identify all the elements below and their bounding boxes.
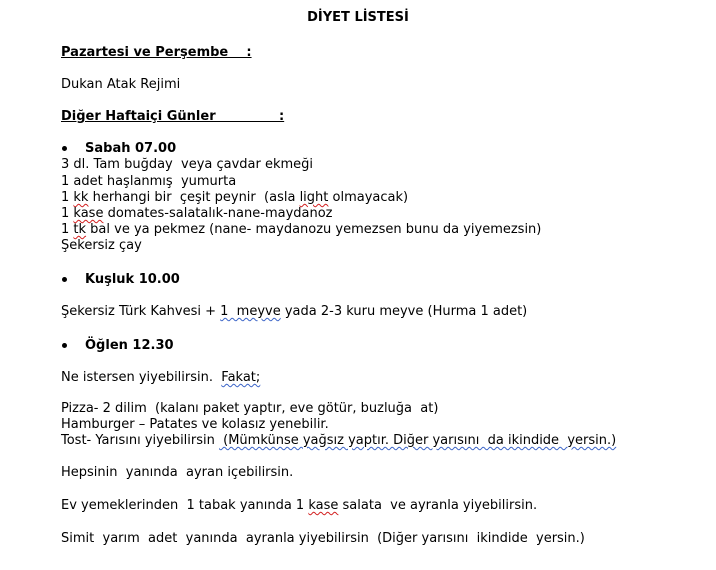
text-segment: Tost- Yarısını yiyebilirsin <box>61 433 220 448</box>
bullet-icon <box>62 146 67 151</box>
text-segment: Şekersiz Türk Kahvesi + <box>61 304 221 319</box>
text-segment: yada 2-3 kuru meyve (Hurma 1 adet) <box>280 304 528 319</box>
text-segment: olmayacak) <box>328 190 409 205</box>
page-title: DİYET LİSTESİ <box>307 10 409 25</box>
spellcheck-word: tk <box>73 222 87 237</box>
spellcheck-word: kase <box>73 206 104 221</box>
snack-heading: Kuşluk 10.00 <box>85 272 180 287</box>
spellcheck-word: light <box>299 190 329 205</box>
bullet-icon <box>62 343 67 348</box>
breakfast-tea: Şekersiz çay <box>61 238 142 253</box>
breakfast-salad <box>61 206 333 222</box>
lunch-intro <box>61 370 260 386</box>
lunch-home-food <box>61 498 537 514</box>
monday-thursday-diet: Dukan Atak Rejimi <box>61 77 181 92</box>
breakfast-heading: Sabah 07.00 <box>85 141 177 156</box>
text-segment: salata ve ayranla yiyebilirsin. <box>338 498 538 513</box>
grammar-marked-text: Fakat; <box>221 370 261 385</box>
lunch-ayran: Hepsinin yanında ayran içebilirsin. <box>61 465 294 480</box>
text-segment: bal ve ya pekmez (nane- maydanozu yemezsen bunu da yiyemezsin) <box>86 222 542 237</box>
spellcheck-word: kase <box>308 498 339 513</box>
lunch-hamburger: Hamburger – Patates ve kolasız yenebilir. <box>61 417 329 432</box>
grammar-marked-text: 1 meyve <box>220 304 281 319</box>
other-weekdays-heading: Diğer Haftaiçi Günler : <box>61 109 285 124</box>
breakfast-egg: 1 adet haşlanmış yumurta <box>61 174 237 189</box>
spellcheck-word: kk <box>73 190 89 205</box>
lunch-toast <box>61 433 616 449</box>
bullet-icon <box>62 277 67 282</box>
breakfast-cheese <box>61 190 408 206</box>
breakfast-honey <box>61 222 541 238</box>
lunch-heading: Öğlen 12.30 <box>85 338 174 353</box>
text-segment: Ne istersen yiyebilirsin. <box>61 370 222 385</box>
text-segment: domates-salatalık-nane-maydanoz <box>103 206 333 221</box>
monday-thursday-heading: Pazartesi ve Perşembe : <box>61 45 252 60</box>
text-segment: 1 <box>61 222 74 237</box>
breakfast-bread: 3 dl. Tam buğday veya çavdar ekmeği <box>61 157 314 172</box>
lunch-simit: Simit yarım adet yanında ayranla yiyebilirsin (Diğer yarısını ikindide yersin.) <box>61 531 585 546</box>
text-segment: 1 <box>61 206 74 221</box>
lunch-pizza: Pizza- 2 dilim (kalanı paket yaptır, eve götür, buzluğa at) <box>61 401 439 416</box>
text-segment: 1 <box>61 190 74 205</box>
grammar-marked-text: (Mümkünse yağsız yaptır. Diğer yarısını da ikindide yersin.) <box>219 433 617 448</box>
text-segment: Ev yemeklerinden 1 tabak yanında 1 <box>61 498 309 513</box>
snack-line <box>61 304 527 320</box>
text-segment: herhangi bir çeşit peynir (asla <box>88 190 300 205</box>
